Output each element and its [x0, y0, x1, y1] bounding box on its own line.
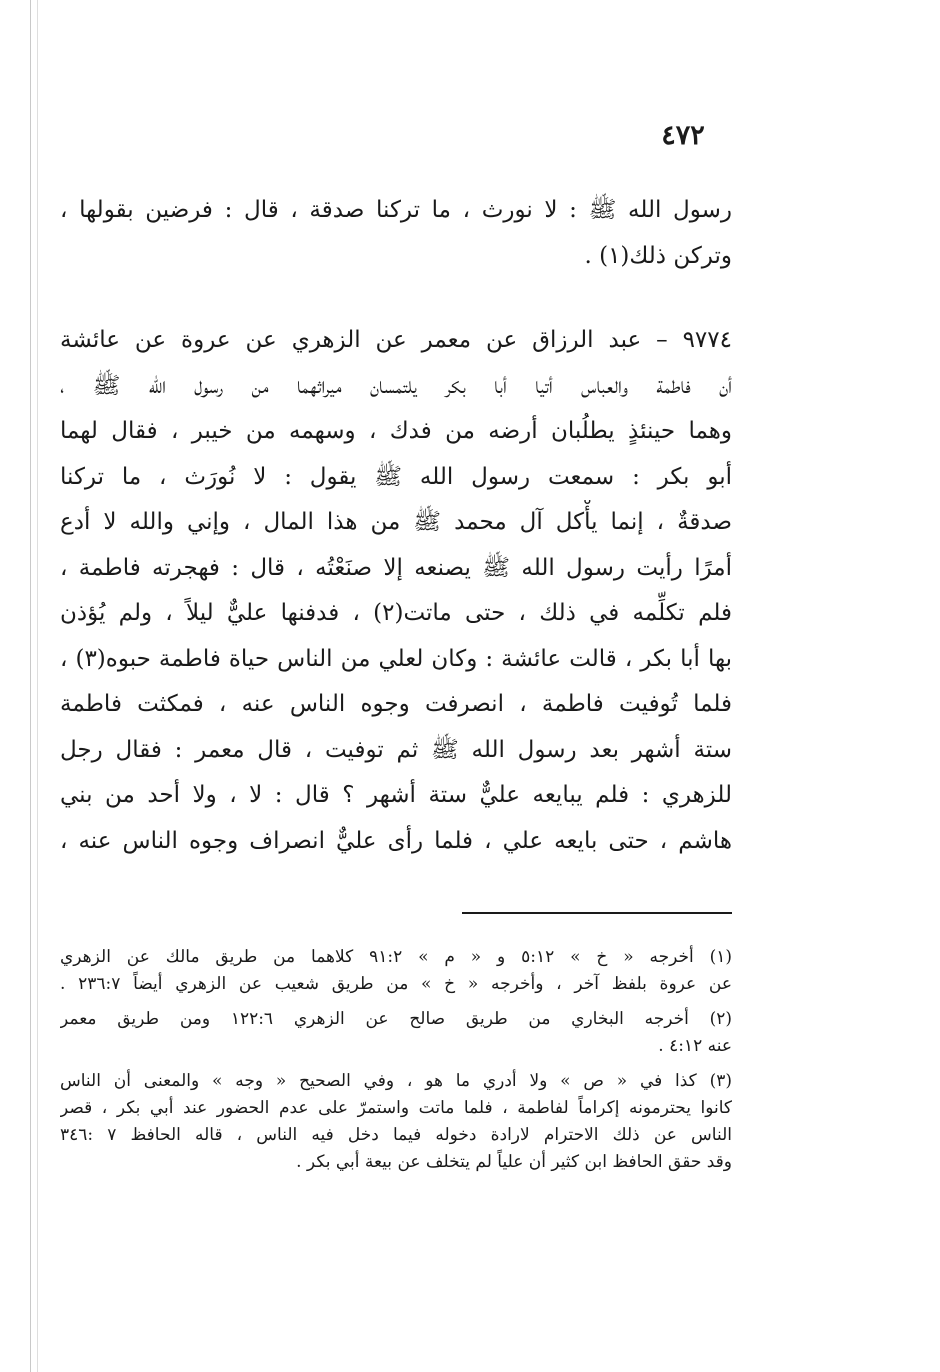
text-line: أبو بكر : سمعت رسول الله ﷺ يقول : لا نُورَث ، ما تركنا [60, 463, 732, 490]
footnote-3 [60, 1068, 732, 1176]
footnotes [60, 944, 732, 1176]
footnote-1 [60, 944, 732, 998]
text-line: ستة أشهر بعد رسول الله ﷺ ثم توفيت ، قال معمر : فقال رجل [60, 736, 732, 763]
footnote-line: كانوا يحترمونه إكراماً لفاطمة ، فلما ماتت واستمرّ على عدم الحضور عند أبي بكر ، قصر [60, 1098, 732, 1118]
text-line: أن فاطمة والعباس أتيا أبا بكر يلتمسان ميراثهما من رسول الله ﷺ ، [60, 372, 732, 399]
text-line: رسول الله ﷺ : لا نورث ، ما تركنا صدقة ، قال : فرضين بقولها ، [60, 197, 732, 223]
text-line: وهما حينئذٍ يطلُبان أرضه من فدك ، وسهمه من خيبر ، فقال لهما [60, 418, 732, 444]
top-paragraph [60, 188, 732, 279]
footnote-line: (١) أخرجه « خ » ٥:١٢ و « م » ٩١:٢ كلاهما من طريق مالك عن الزهري [60, 947, 732, 967]
text-line: بها أبا بكر ، قالت عائشة : وكان لعلي من الناس حياة فاطمة حبوه(٣) ، [60, 645, 732, 672]
scan-edge-line [37, 0, 38, 1372]
text-line: أمرًا رأيت رسول الله ﷺ يصنعه إلا صنَعْتُه ، قال : فهجرته فاطمة ، [60, 554, 732, 581]
footnote-line: (٢) أخرجه البخاري من طريق صالح عن الزهري ١٢٢:٦ ومن طريق معمر [60, 1009, 732, 1029]
text-line: فلما تُوفيت فاطمة ، انصرفت وجوه الناس عنه ، فمكثت فاطمة [60, 691, 732, 717]
footnote-2 [60, 1006, 732, 1060]
footnote-line: (٣) كذا في « ص » ولا أدري ما هو ، وفي الصحيح « وجه » والمعنى أن الناس [60, 1071, 732, 1091]
text-line: للزهري : فلم يبايعه عليٌّ ستة أشهر ؟ قال : لا ، ولا أحد من بني [60, 782, 732, 808]
text-line: ٩٧٧٤ – عبد الرزاق عن معمر عن الزهري عن عروة عن عائشة [60, 327, 732, 353]
footnote-line: الناس عن ذلك الاحترام لارادة دخوله فيما دخل فيه الناس ، قاله الحافظ ٧ :٣٤٦ [60, 1125, 732, 1145]
footnote-line: عنه ٤:١٢ . [658, 1036, 732, 1056]
footnote-separator [462, 912, 732, 914]
scan-edge-line [30, 0, 31, 1372]
text-line: صدقةٌ ، إنما يأْكل آل محمد ﷺ من هذا المال ، وإني والله لا أدع [60, 509, 732, 535]
footnote-line: وقد حقق الحافظ ابن كثير أن علياً لم يتخلف عن بيعة أبي بكر . [296, 1152, 732, 1172]
text-line: وتركن ذلك(١) . [584, 242, 732, 269]
page-number: ٤٧٢ [661, 120, 705, 151]
text-line: هاشم ، حتى بايعه علي ، فلما رأى عليٌّ انصراف وجوه الناس عنه ، [60, 827, 732, 854]
hadith-paragraph [60, 318, 732, 864]
text-line: فلم تكلِّمه في ذلك ، حتى ماتت(٢) ، فدفنها عليٌّ ليلاً ، ولم يُؤذن [60, 600, 732, 626]
footnote-line: عن عروة بلفظ آخر ، وأخرجه « خ » من طريق شعيب عن الزهري أيضاً ٢٣٦:٧ . [60, 974, 732, 994]
